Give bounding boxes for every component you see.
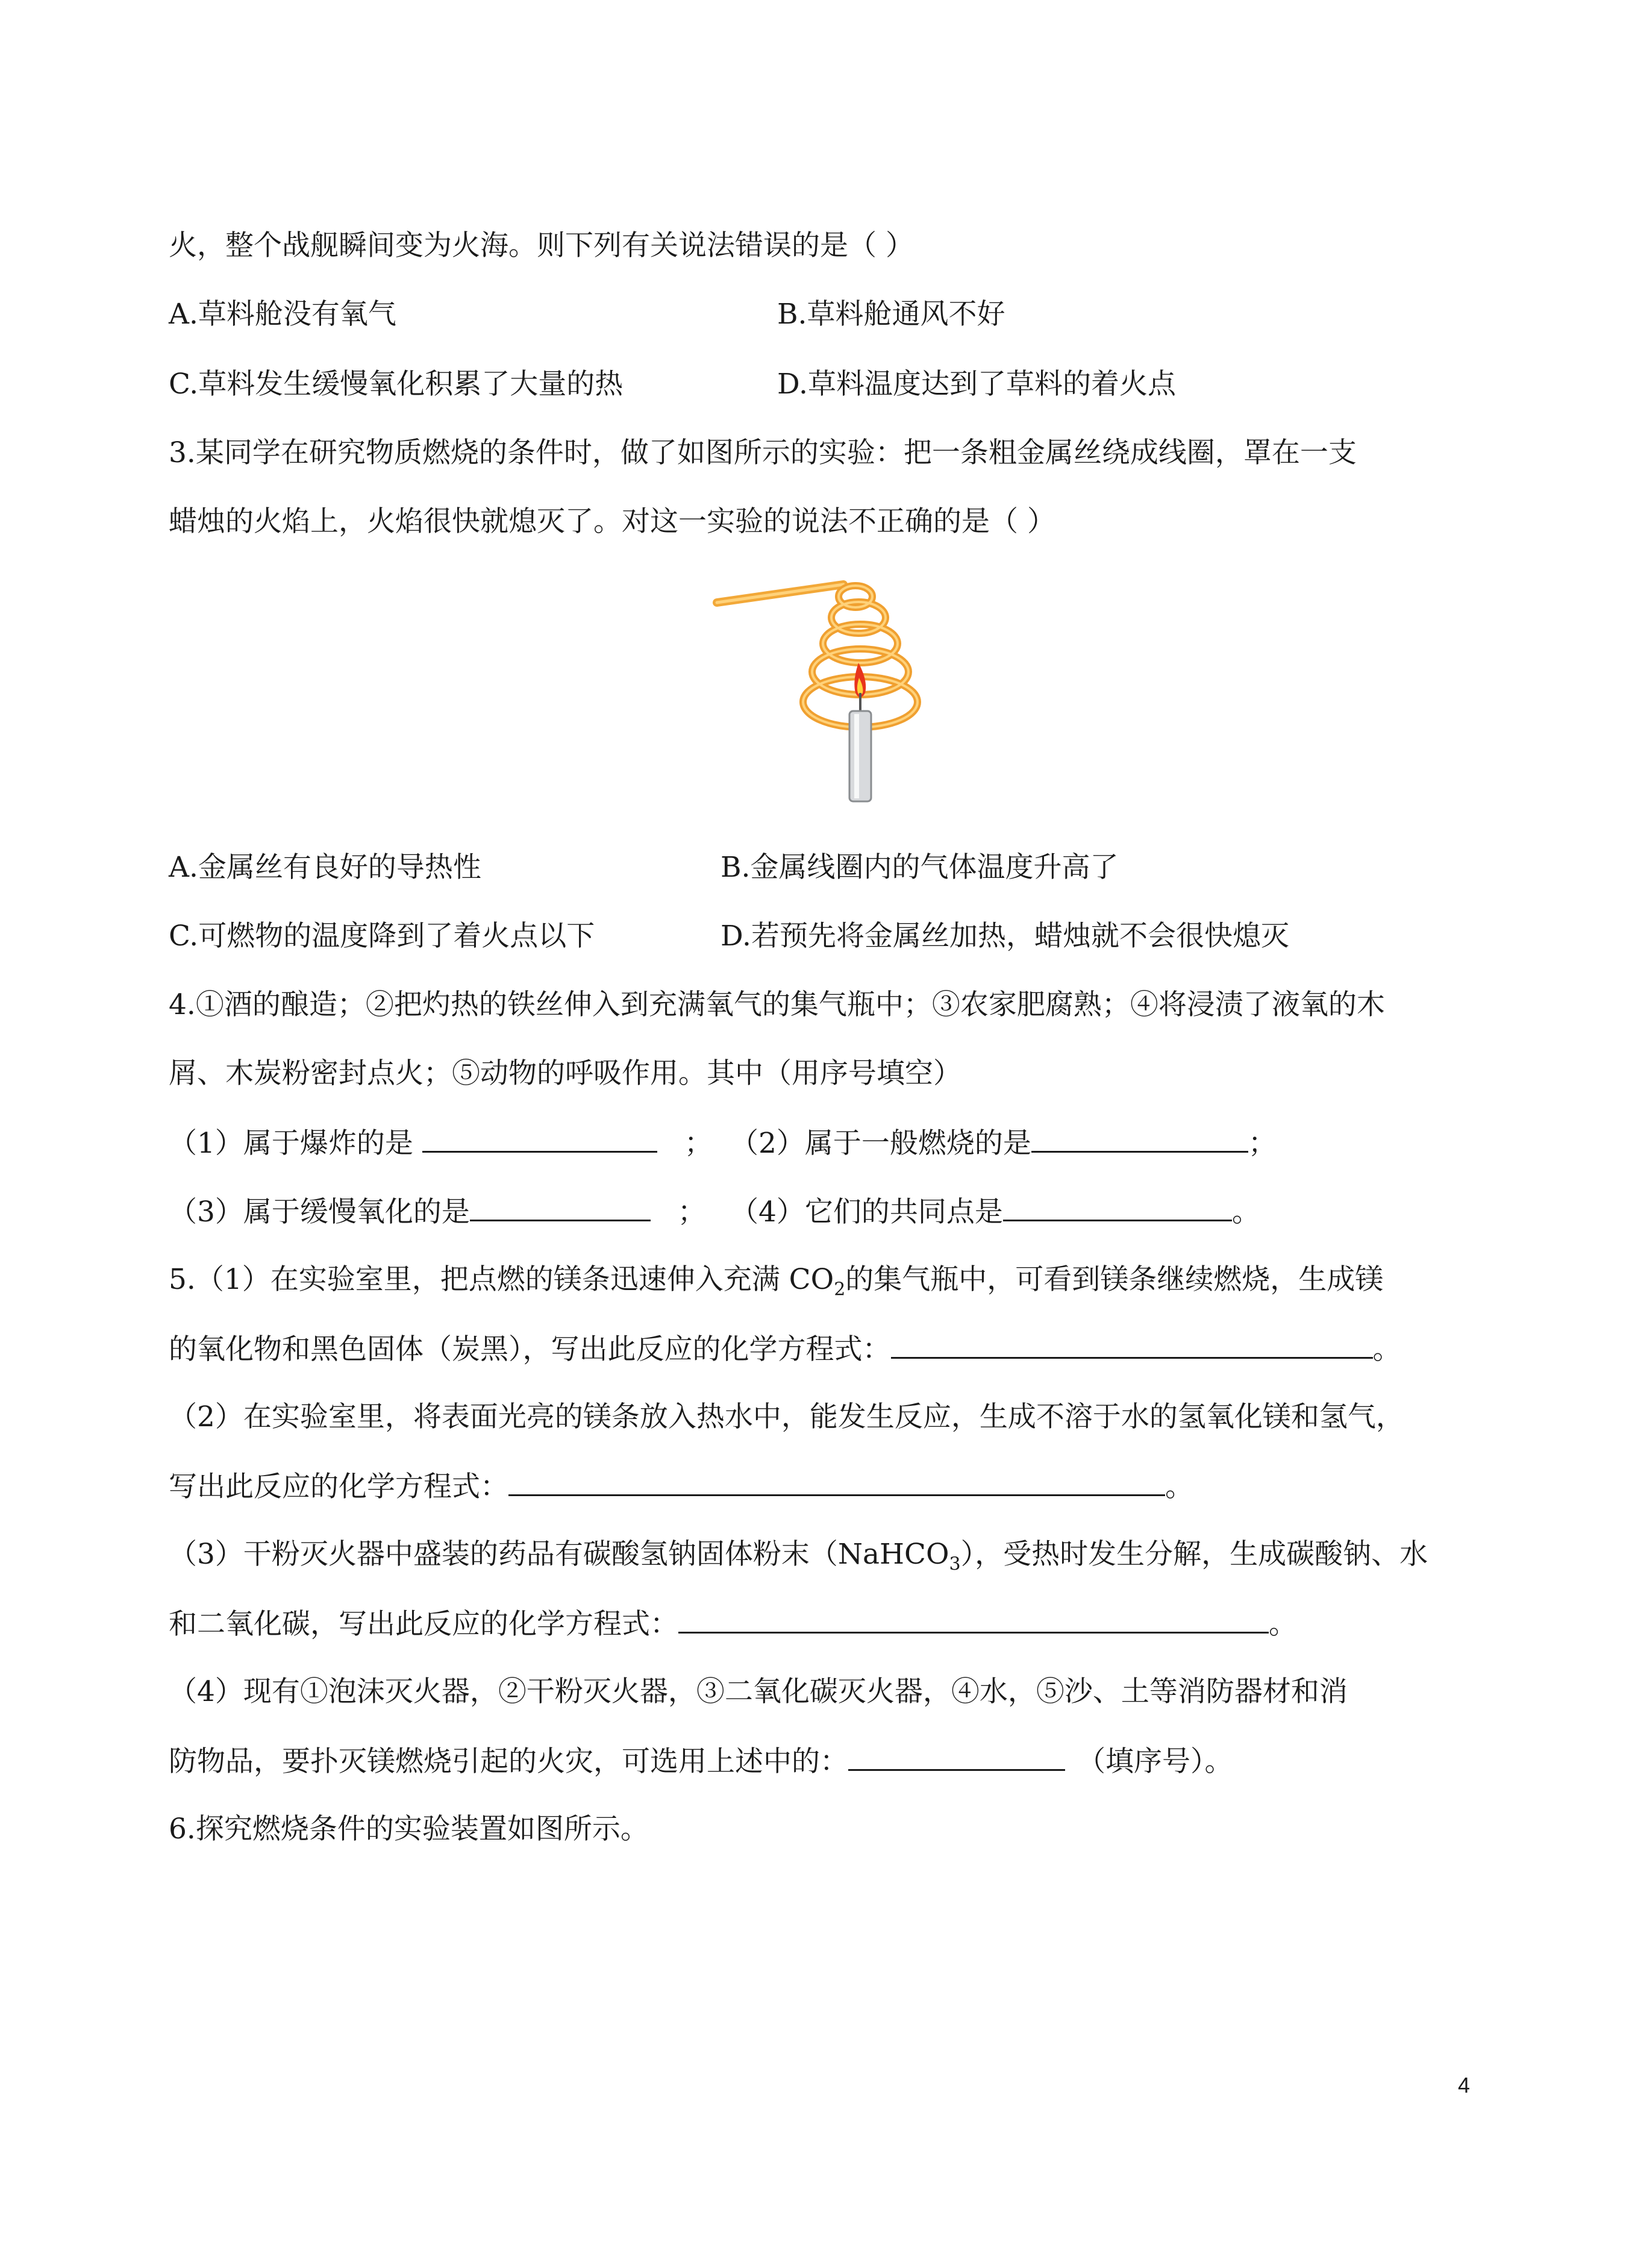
- q5-line1: [169, 1262, 1383, 1298]
- q5-line2: [169, 1330, 1401, 1368]
- q5-line5-text-a: （3）干粉灭火器中盛装的药品有碳酸氢钠固体粉末（NaHCO: [169, 1538, 949, 1571]
- q3-option-d: D.若预先将金属丝加热，蜡烛就不会很快熄灭: [721, 919, 1289, 953]
- q5-line4-end: 。: [1165, 1470, 1193, 1503]
- q5-line6: [169, 1605, 1297, 1643]
- q5-line7: （4）现有①泡沫灭火器，②干粉灭火器，③二氧化碳灭火器，④水，⑤沙、土等消防器材和消: [169, 1675, 1348, 1708]
- q2-stem-tail: 火，整个战舰瞬间变为火海。则下列有关说法错误的是（ ）: [169, 229, 914, 262]
- q3-stem-line2: 蜡烛的火焰上，火焰很快就熄灭了。对这一实验的说法不正确的是（ ）: [169, 505, 1055, 538]
- q6-stem: 6.探究燃烧条件的实验装置如图所示。: [169, 1812, 649, 1846]
- q5-part1-blank[interactable]: [891, 1330, 1373, 1359]
- page-number: 4: [1458, 2073, 1471, 2097]
- q4-part1-blank[interactable]: [422, 1124, 657, 1153]
- q5-line1-text-b: 的集气瓶中，可看到镁条继续燃烧，生成镁: [845, 1263, 1384, 1296]
- q5-line1-text-a: 5.（1）在实验室里，把点燃的镁条迅速伸入充满 CO: [169, 1263, 834, 1296]
- q3-option-b: B.金属线圈内的气体温度升高了: [721, 851, 1119, 884]
- q5-part3-blank[interactable]: [678, 1605, 1269, 1634]
- q4-part1: [169, 1124, 713, 1162]
- q2-option-b: B.草料舱通风不好: [777, 298, 1005, 331]
- q4-part3-blank[interactable]: [470, 1193, 651, 1221]
- q4-part3-end: ；: [677, 1195, 706, 1229]
- q2-option-d: D.草料温度达到了草料的着火点: [777, 368, 1176, 401]
- q5-line5: [169, 1537, 1428, 1573]
- q5-co2-subscript: 2: [834, 1279, 846, 1300]
- q2-option-a: A.草料舱没有氧气: [169, 298, 396, 331]
- q5-line3: （2）在实验室里，将表面光亮的镁条放入热水中，能发生反应，生成不溶于水的氢氧化镁和氢气，: [169, 1400, 1404, 1433]
- q3-option-a: A.金属丝有良好的导热性: [169, 851, 481, 884]
- q4-part4: [730, 1193, 1260, 1230]
- q5-part4-blank[interactable]: [848, 1743, 1065, 1771]
- q5-part2-blank[interactable]: [508, 1468, 1165, 1496]
- q4-stem-line1: 4.①酒的酿造；②把灼热的铁丝伸入到充满氧气的集气瓶中；③农家肥腐熟；④将浸渍了液氧的木: [169, 988, 1385, 1021]
- q4-part2-end: ；: [1248, 1127, 1277, 1160]
- q4-part4-blank[interactable]: [1003, 1193, 1232, 1221]
- q5-line4: [169, 1468, 1193, 1505]
- q5-line2-text: 的氧化物和黑色固体（炭黑），写出此反应的化学方程式：: [169, 1333, 891, 1366]
- q5-line2-end: 。: [1372, 1333, 1401, 1366]
- q2-option-c: C.草料发生缓慢氧化积累了大量的热: [169, 368, 624, 401]
- q5-nahco3-subscript: 3: [949, 1553, 961, 1575]
- q4-part2-label: （2）属于一般燃烧的是: [730, 1127, 1031, 1160]
- q3-option-c: C.可燃物的温度降到了着火点以下: [169, 919, 595, 953]
- q5-line6-end: 。: [1269, 1608, 1297, 1641]
- q4-part2-blank[interactable]: [1031, 1124, 1248, 1153]
- q4-part4-label: （4）它们的共同点是: [730, 1195, 1003, 1229]
- q5-line8: [169, 1743, 1233, 1780]
- q5-line4-text: 写出此反应的化学方程式：: [169, 1470, 508, 1503]
- q4-part1-label: （1）属于爆炸的是: [169, 1127, 413, 1160]
- q5-line6-text: 和二氧化碳，写出此反应的化学方程式：: [169, 1608, 678, 1641]
- q5-line8-text: 防物品，要扑灭镁燃烧引起的火灾，可选用上述中的：: [169, 1745, 848, 1778]
- q4-part1-end: ；: [684, 1127, 713, 1160]
- q4-stem-line2: 屑、木炭粉密封点火；⑤动物的呼吸作用。其中（用序号填空）: [169, 1057, 961, 1090]
- q4-part2: [730, 1124, 1277, 1162]
- q5-line5-text-b: ），受热时发生分解，生成碳酸钠、水: [960, 1538, 1428, 1571]
- q5-line8-end: （填序号）。: [1077, 1745, 1233, 1778]
- q4-part3-label: （3）属于缓慢氧化的是: [169, 1195, 470, 1229]
- coil-candle-figure: [705, 572, 946, 813]
- q4-part4-end: 。: [1231, 1195, 1260, 1229]
- q4-part3: [169, 1193, 706, 1230]
- q3-stem-line1: 3.某同学在研究物质燃烧的条件时，做了如图所示的实验：把一条粗金属丝绕成线圈，罩在一支: [169, 436, 1357, 469]
